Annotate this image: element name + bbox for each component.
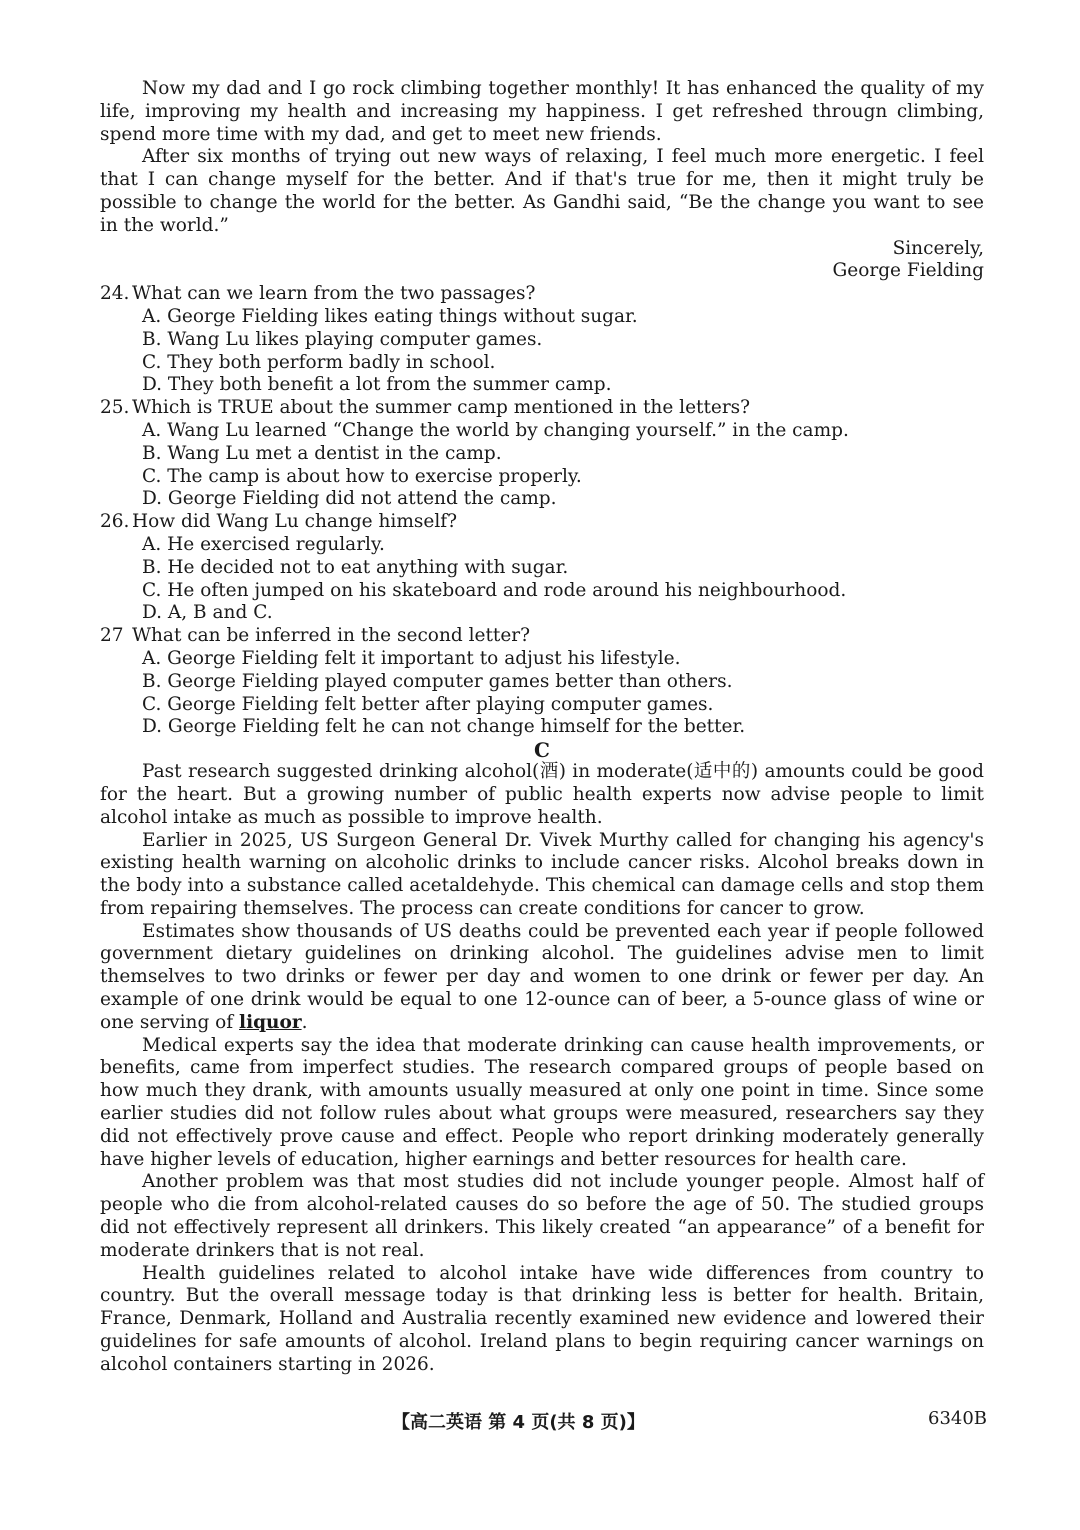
question-text: What can we learn from the two passages?	[132, 283, 536, 305]
option-a: A. George Fielding likes eating things without sugar.	[142, 305, 638, 327]
question-24	[100, 283, 984, 397]
question-number: 27	[100, 625, 124, 647]
question-25	[100, 397, 984, 511]
underlined-word-liquor: liquor	[239, 1011, 302, 1033]
passage-c-paragraph-4: Medical experts say the idea that moderate drinking can cause health improvements, or benefits, came from imperfect studies. The research compared groups of people based on how much they drank, with amounts usually measured at only one point in time. Since some earlier studies did not follow rules about what groups were measured, researchers say they did not effectively prove cause and effect. People who report drinking moderately generally have higher levels of education, higher earnings and better resources for health care.	[100, 1034, 984, 1170]
option-b: B. George Fielding played computer games better than others.	[142, 670, 733, 692]
option-d: D. George Fielding felt he can not change himself for the better.	[142, 716, 746, 738]
question-26	[100, 511, 984, 625]
footer-page-info: 【高二英语 第 4 页(共 8 页)】	[392, 1412, 645, 1433]
passage-c-paragraph-2: Earlier in 2025, US Surgeon General Dr. Vivek Murthy called for changing his agency's existing health warning on alcoholic drinks to include cancer risks. Alcohol breaks down in the body into a substance called acetaldehyde. This chemical can damage cells and stop them from repairing themselves. The process can create conditions for cancer to grow.	[100, 829, 984, 919]
letter-closing: Sincerely,	[892, 237, 984, 259]
exam-page	[100, 78, 984, 1377]
question-number: 24.	[100, 283, 130, 305]
option-c: C. They both perform badly in school.	[142, 351, 496, 373]
option-d: D. A, B and C.	[142, 602, 273, 624]
option-c: C. The camp is about how to exercise properly.	[142, 465, 582, 487]
option-b: B. Wang Lu likes playing computer games.	[142, 328, 543, 350]
section-c-heading: C	[534, 738, 550, 763]
option-a: A. Wang Lu learned “Change the world by changing yourself.” in the camp.	[142, 419, 849, 441]
passage-c-paragraph-6: Health guidelines related to alcohol intake have wide differences from country to country. But the overall message today is that drinking less is better for health. Britain, France, Denmark, Holland and Australia recently examined new evidence and lowered their guidelines for safe amounts of alcohol. Ireland plans to begin requiring cancer warnings on alcohol containers starting in 2026.	[100, 1262, 984, 1375]
option-a: A. George Fielding felt it important to adjust his lifestyle.	[142, 647, 681, 669]
paragraph-3-text: Estimates show thousands of US deaths could be prevented each year if people followed government dietary guidelines on drinking alcohol. The guidelines advise men to limit themselves to two drinks or fewer per day and women to one drink or fewer per day. An example of one drink would be equal to one 12-ounce can of beer, a 5-ounce glass of wine or one serving of	[100, 920, 984, 1033]
option-b: B. He decided not to eat anything with sugar.	[142, 556, 569, 578]
option-c: C. He often jumped on his skateboard and rode around his neighbourhood.	[142, 579, 847, 601]
option-d: D. They both benefit a lot from the summer camp.	[142, 374, 612, 396]
question-number: 26.	[100, 511, 130, 533]
question-text: What can be inferred in the second letter?	[132, 625, 531, 647]
option-d: D. George Fielding did not attend the camp.	[142, 488, 557, 510]
passage-c-paragraph-5: Another problem was that most studies did not include younger people. Almost half of people who die from alcohol-related causes do so before the age of 50. The studied groups did not effectively represent all drinkers. This likely created “an appearance” of a benefit for moderate drinkers that is not real.	[100, 1171, 984, 1261]
letter-paragraph-2: After six months of trying out new ways of relaxing, I feel much more energetic. I feel that I can change myself for the better. And if that's true for me, then it might truly be possible to change the world for the better. As Gandhi said, “Be the change you want to see in the world.”	[100, 146, 984, 236]
question-text: Which is TRUE about the summer camp mentioned in the letters?	[132, 397, 751, 419]
letter-paragraph-1: Now my dad and I go rock climbing together monthly! It has enhanced the quality of my life, improving my health and increasing my happiness. I get refreshed througn climbing, spend more time with my dad, and get to meet new friends.	[100, 78, 984, 145]
option-a: A. He exercised regularly.	[142, 533, 385, 555]
question-27	[100, 625, 984, 739]
option-c: C. George Fielding felt better after playing computer games.	[142, 693, 714, 715]
paragraph-3-end: .	[301, 1011, 308, 1033]
option-b: B. Wang Lu met a dentist in the camp.	[142, 442, 502, 464]
footer-paper-code: 6340B	[928, 1408, 988, 1429]
passage-c-paragraph-3	[100, 921, 984, 1035]
passage-c-paragraph-1: Past research suggested drinking alcohol(酒) in moderate(适中的) amounts could be good for the heart. But a growing number of public health experts now advise people to limit alcohol intake as much as possible to improve health.	[100, 761, 984, 828]
question-text: How did Wang Lu change himself?	[132, 511, 458, 533]
question-number: 25.	[100, 397, 130, 419]
letter-signature: George Fielding	[832, 260, 984, 282]
